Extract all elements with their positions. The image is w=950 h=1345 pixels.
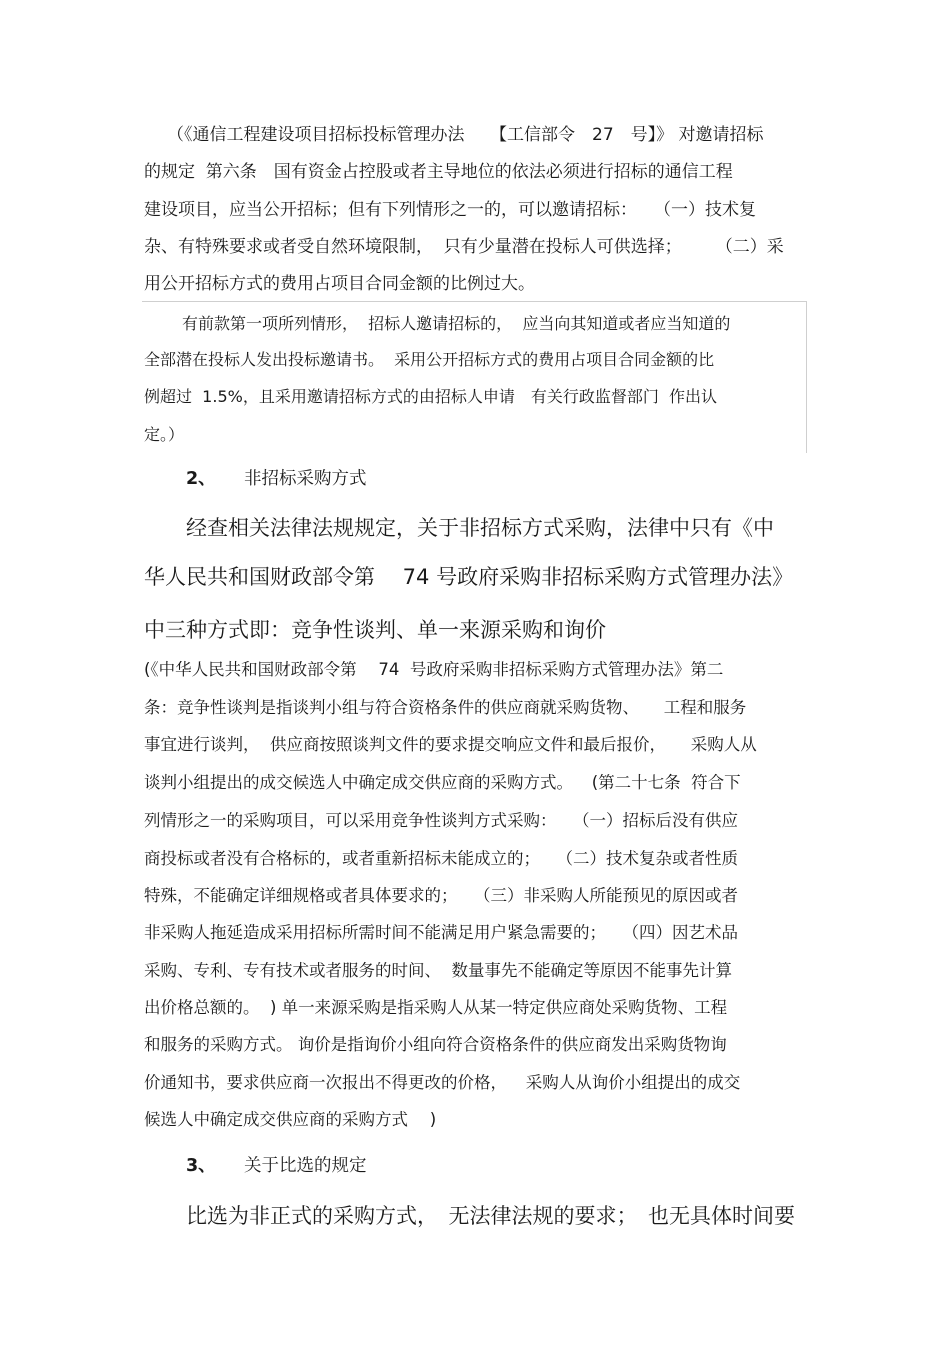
text-line: 事宜进行谈判， 供应商按照谈判文件的要求提交响应文件和最后报价， 采购人从 xyxy=(144,735,757,754)
text-line: 的规定 第六条 国有资金占控股或者主导地位的依法必须进行招标的通信工程 xyxy=(144,162,733,182)
text-line: 出价格总额的。 ) 单一来源采购是指采购人从某一特定供应商处采购货物、工程 xyxy=(144,998,728,1017)
frame-top-border xyxy=(142,301,807,302)
text-line: 华人民共和国财政部令第 74 号政府采购非招标采购方式管理办法》 xyxy=(144,565,794,589)
text-line: 价通知书，要求供应商一次报出不得更改的价格， 采购人从询价小组提出的成交 xyxy=(144,1073,741,1092)
text-line: (《中华人民共和国财政部令第 74 号政府采购非招标采购方式管理办法》第二 xyxy=(144,660,724,679)
section-title: 关于比选的规定 xyxy=(244,1156,367,1176)
text-line: 条：竞争性谈判是指谈判小组与符合资格条件的供应商就采购货物、 工程和服务 xyxy=(144,698,747,717)
text-line: 全部潜在投标人发出投标邀请书。 采用公开招标方式的费用占项目合同金额的比 xyxy=(144,350,715,369)
text-line: 非采购人拖延造成采用招标所需时间不能满足用户紧急需要的； （四）因艺术品 xyxy=(144,923,738,942)
text-line: 建设项目，应当公开招标；但有下列情形之一的，可以邀请招标： （一）技术复 xyxy=(144,200,756,220)
frame-right-border xyxy=(806,301,807,453)
text-line: 中三种方式即：竞争性谈判、单一来源采购和询价 xyxy=(144,618,606,642)
text-line: 候选人中确定成交供应商的采购方式 ) xyxy=(144,1110,437,1129)
text-line: 列情形之一的采购项目，可以采用竞争性谈判方式采购： （一）招标后没有供应 xyxy=(144,811,738,830)
text-line: 用公开招标方式的费用占项目合同金额的比例过大。 xyxy=(144,274,535,294)
text-line: （《通信工程建设项目招标投标管理办法 【工信部令 27 号】》 对邀请招标 xyxy=(167,125,764,145)
section-number: 3、 xyxy=(186,1156,216,1176)
text-line: 采购、专利、专有技术或者服务的时间、 数量事先不能确定等原因不能事先计算 xyxy=(144,961,732,980)
text-line: 例超过 1.5%，且采用邀请招标方式的由招标人申请 有关行政监督部门 作出认 xyxy=(144,387,717,406)
text-line: 特殊，不能确定详细规格或者具体要求的； （三）非采购人所能预见的原因或者 xyxy=(144,886,738,905)
text-line: 经查相关法律法规规定，关于非招标方式采购，法律中只有《中 xyxy=(186,516,774,540)
text-line: 比选为非正式的采购方式， 无法律法规的要求； 也无具体时间要 xyxy=(186,1204,795,1228)
section-title: 非招标采购方式 xyxy=(244,469,367,489)
text-line: 商投标或者没有合格标的，或者重新招标未能成立的； （二）技术复杂或者性质 xyxy=(144,849,738,868)
text-line: 谈判小组提出的成交候选人中确定成交供应商的采购方式。 (第二十七条 符合下 xyxy=(144,773,741,792)
text-line: 和服务的采购方式。 询价是指询价小组向符合资格条件的供应商发出采购货物询 xyxy=(144,1035,727,1054)
text-line: 有前款第一项所列情形， 招标人邀请招标的， 应当向其知道或者应当知道的 xyxy=(182,314,731,333)
section-number: 2、 xyxy=(186,469,216,489)
text-line: 杂、有特殊要求或者受自然环境限制， 只有少量潜在投标人可供选择； （二）采 xyxy=(144,237,784,257)
text-line: 定。） xyxy=(144,425,185,444)
